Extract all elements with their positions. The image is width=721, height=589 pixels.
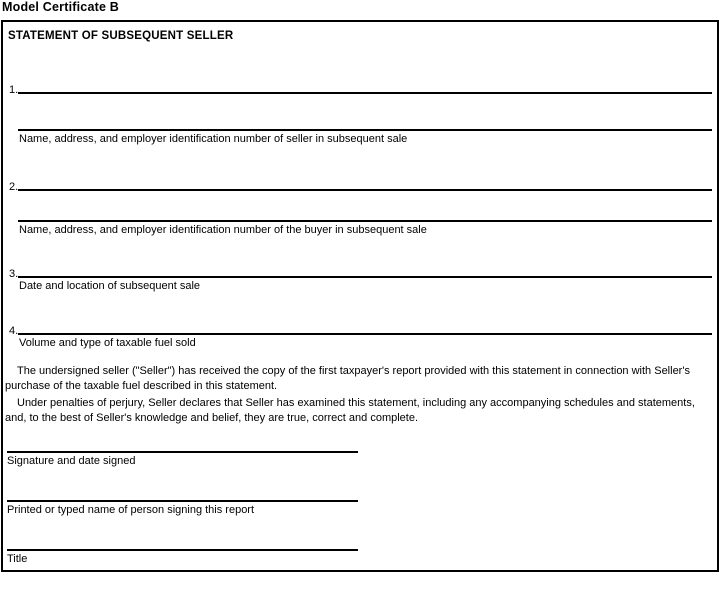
- item-1-label: Name, address, and employer identification number of seller in subsequent sale: [19, 133, 408, 145]
- item-4-label: Volume and type of taxable fuel sold: [19, 337, 196, 349]
- item-1-number: 1.: [9, 84, 19, 96]
- item-2-label: Name, address, and employer identification number of the buyer in subsequent sale: [19, 224, 427, 236]
- item-3-number: 3.: [9, 268, 19, 280]
- item-3-fill-line: [18, 276, 712, 278]
- perjury-declaration-paragraph: Under penalties of perjury, Seller declares that Seller has examined this statement, including any accompanying schedules and statements, and, to the best of Seller's knowledge and belief, they are true, correct and complete.: [5, 397, 695, 424]
- form-heading: STATEMENT OF SUBSEQUENT SELLER: [8, 30, 234, 42]
- item-3-label: Date and location of subsequent sale: [19, 280, 201, 292]
- item-4-fill-line: [18, 333, 712, 335]
- printed-name-label: Printed or typed name of person signing this report: [7, 504, 255, 516]
- item-2-fill-line-1: [18, 189, 712, 191]
- document-title: Model Certificate B: [2, 0, 120, 14]
- signature-fill-line: [7, 451, 358, 453]
- item-4-number: 4.: [9, 325, 19, 337]
- item-1-fill-line-2: [18, 129, 712, 131]
- signature-label: Signature and date signed: [7, 455, 136, 467]
- certificate-box: [1, 20, 719, 572]
- item-2-fill-line-2: [18, 220, 712, 222]
- title-fill-line: [7, 549, 358, 551]
- printed-name-fill-line: [7, 500, 358, 502]
- title-label: Title: [7, 553, 28, 565]
- item-1-fill-line-1: [18, 92, 712, 94]
- item-2-number: 2.: [9, 181, 19, 193]
- received-report-paragraph: The undersigned seller ("Seller") has received the copy of the first taxpayer's report provided with this statement in connection with Seller's purchase of the taxable fuel described in this statement.: [5, 365, 690, 392]
